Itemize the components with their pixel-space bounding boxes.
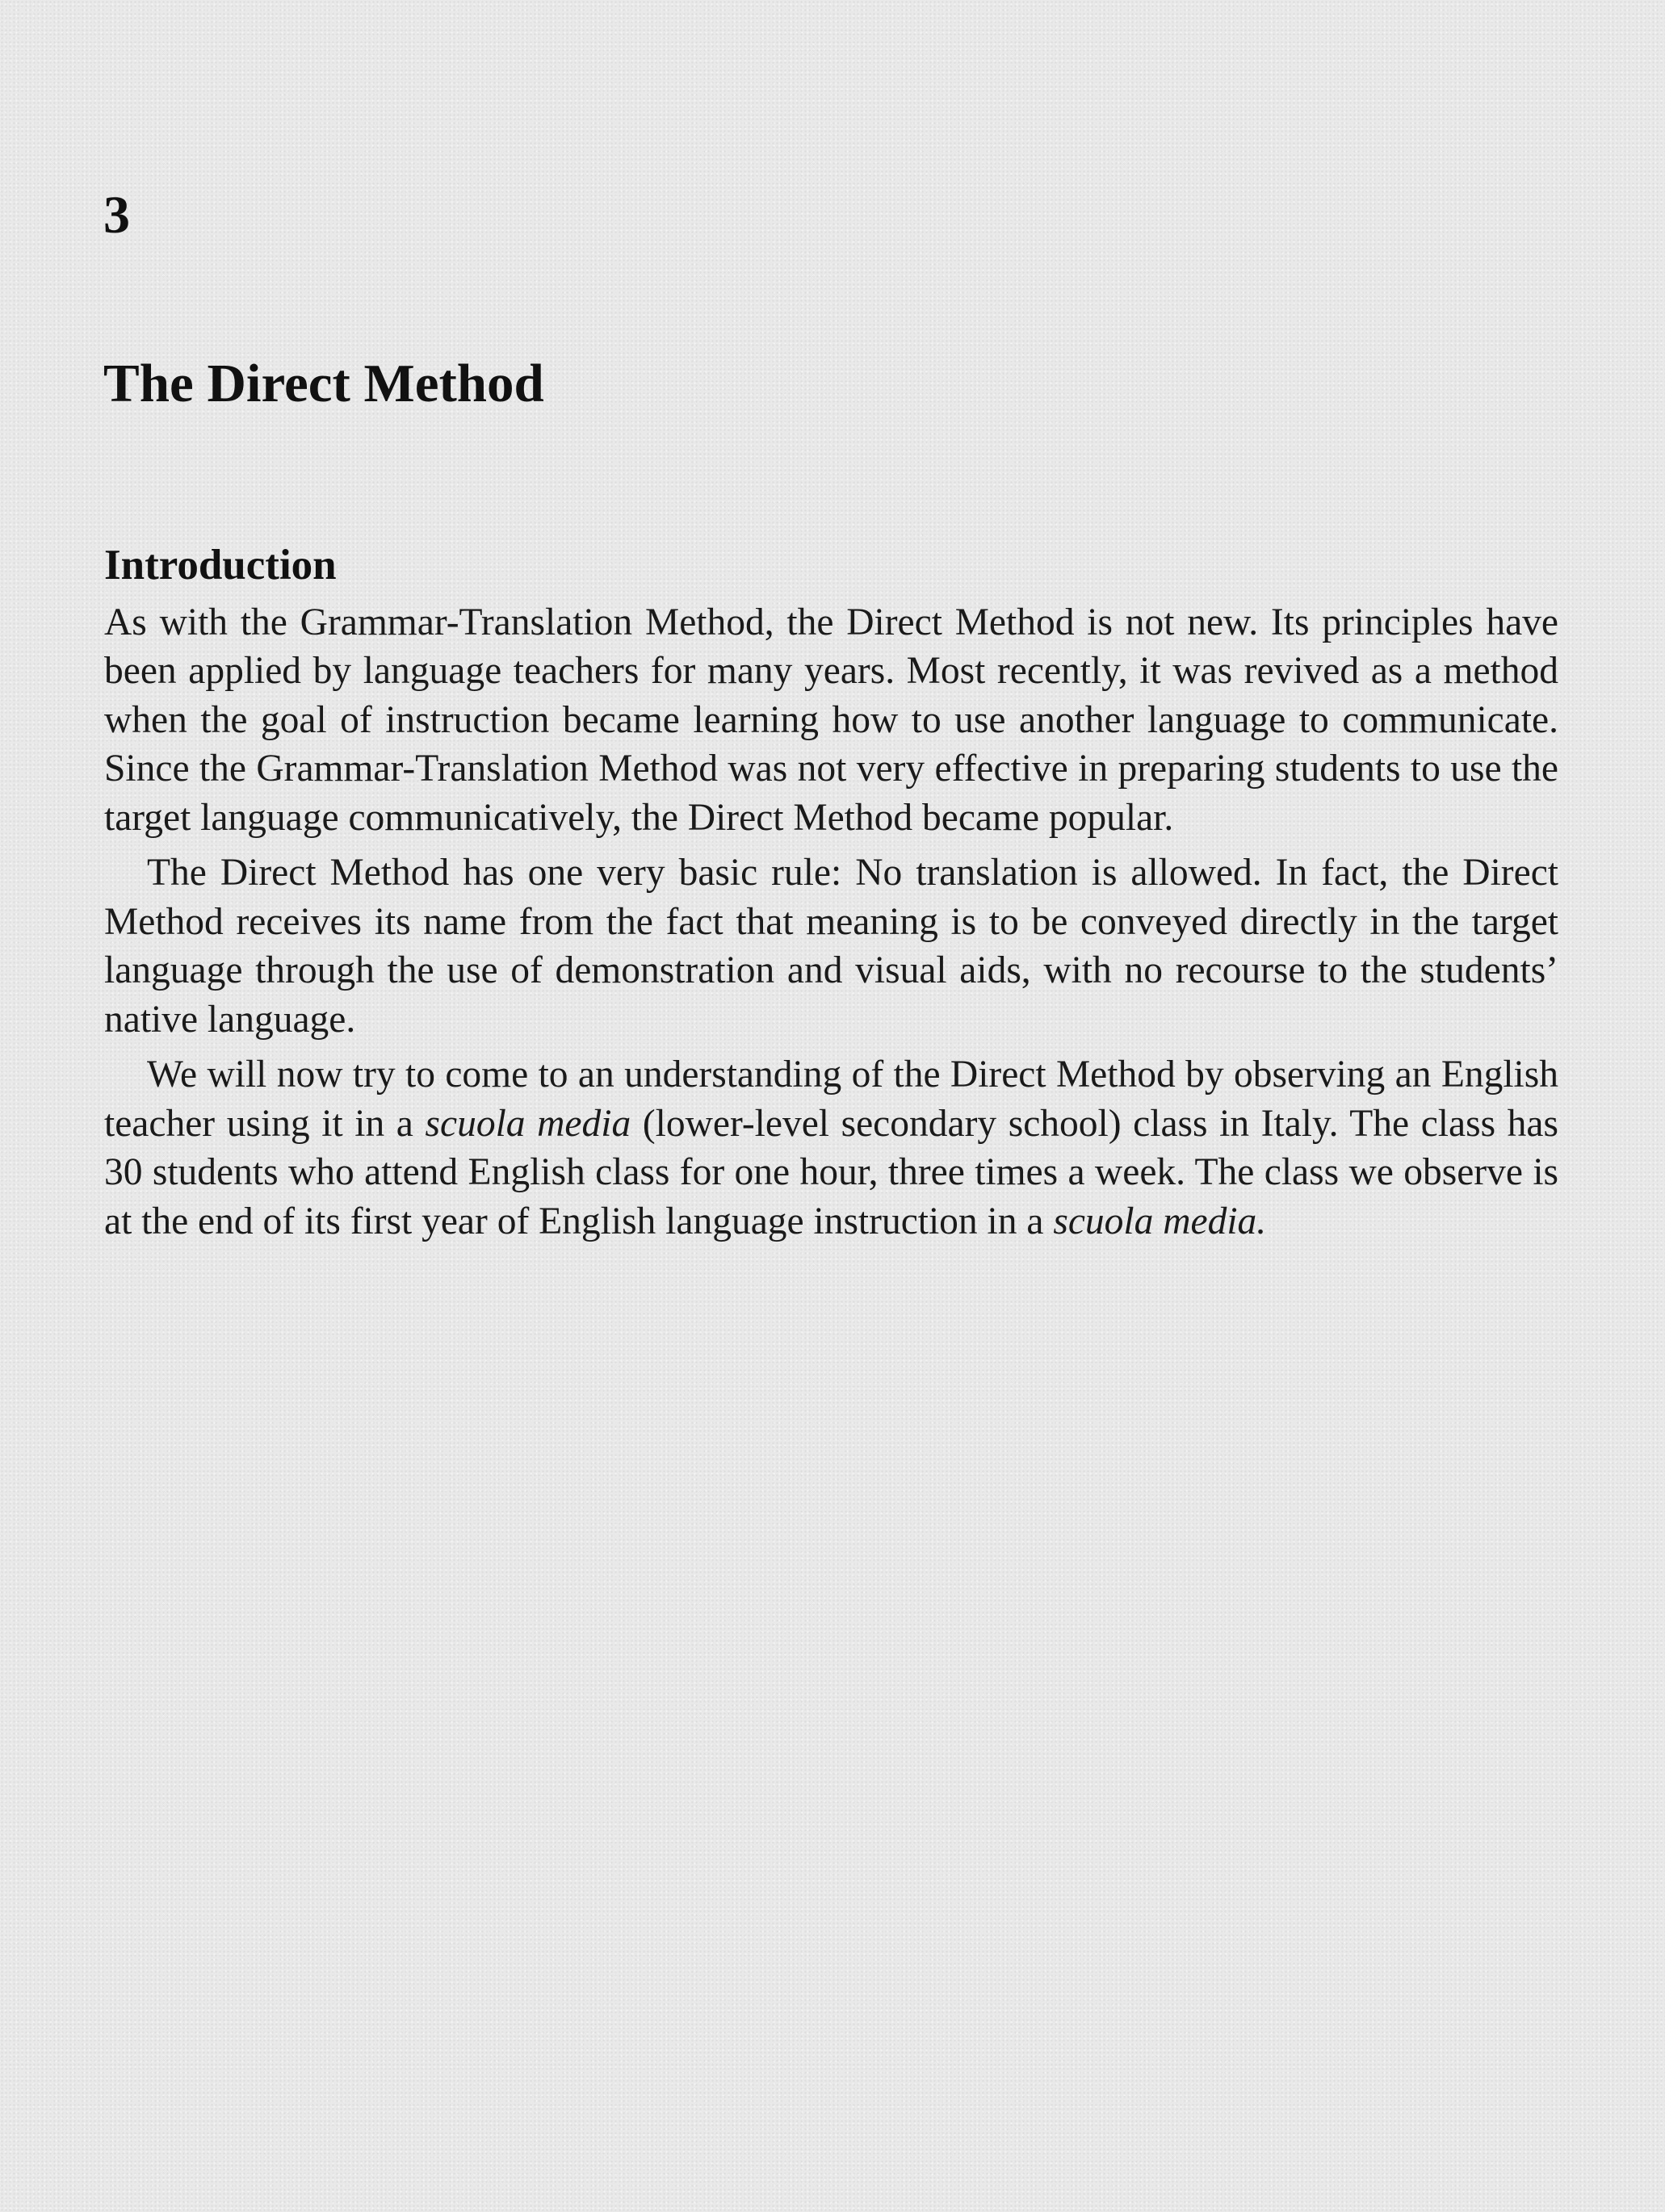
paragraph-3-text-b: (lower-level secondary school) class in Italy. The class has 30 students who attend English class for one hour, three times a week. The class we observe is at the end of its first year of English language instruction in a: [104, 1102, 1558, 1242]
paragraph-3-text-a: We will now try to come to an understanding of the Direct Method by observing an English teacher using it in a: [104, 1054, 1558, 1145]
paragraph-3: [104, 1050, 1558, 1246]
paragraph-1: As with the Grammar-Translation Method, the Direct Method is not new. Its principles have been applied by language teachers for many years. Most recently, it was revived as a method when the goal of instruction became learning how to use another language to communicate. Since the Grammar-Translation Method was not very effective in preparing students to use the target language communicatively, the Direct Method became popular.: [104, 601, 1558, 839]
chapter-body: [104, 541, 1558, 1246]
paragraph-2: The Direct Method has one very basic rule: No translation is allowed. In fact, the Direct Method receives its name from the fact that meaning is to be conveyed directly in the target language through the use of demonstration and visual aids, with no recourse to the students’ native language.: [104, 852, 1558, 1041]
paragraph-3-italic-term-a: scuola media: [425, 1102, 631, 1145]
chapter-title: The Direct Method: [103, 354, 544, 413]
section-heading-introduction: Introduction: [104, 542, 337, 589]
chapter-number: 3: [103, 186, 130, 245]
paragraph-3-italic-term-b: scuola media.: [1053, 1200, 1267, 1242]
